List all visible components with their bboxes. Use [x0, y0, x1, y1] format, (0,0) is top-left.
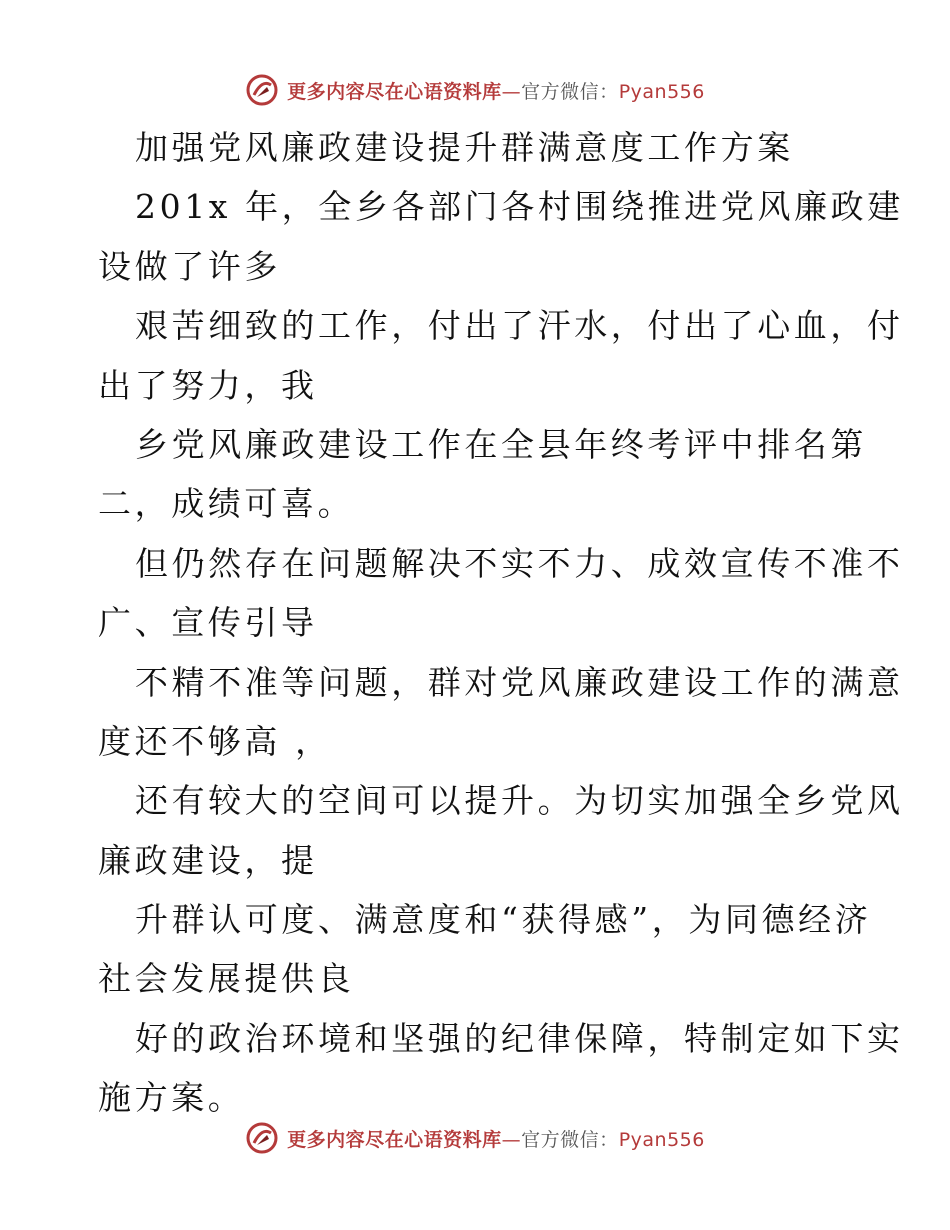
watermark-site-text: 更多内容尽在心语资料库 — [287, 1128, 502, 1151]
watermark-dash: — — [501, 80, 522, 103]
text-line: 乡党风廉政建设工作在全县年终考评中排名第 — [135, 424, 867, 464]
watermark-site-text: 更多内容尽在心语资料库 — [287, 80, 502, 103]
text-line: 不精不准等问题，群对党风廉政建设工作的满意 — [135, 662, 904, 702]
text-line: 廉政建设，提 — [98, 840, 318, 880]
watermark-wechat-id: Pyan556 — [618, 80, 705, 103]
watermark-wechat-label: 官方微信： — [521, 1128, 619, 1151]
text-line: 社会发展提供良 — [98, 959, 355, 999]
document-body — [98, 118, 904, 1128]
text-line: 施方案。 — [98, 1078, 245, 1118]
text-line: 设做了许多 — [98, 246, 281, 286]
brand-logo-icon — [245, 1121, 279, 1155]
document-title: 加强党风廉政建设提升群满意度工作方案 — [135, 128, 794, 167]
brand-logo-icon — [245, 73, 279, 107]
text-line: 二，成绩可喜。 — [98, 484, 355, 524]
watermark-banner-top — [0, 70, 950, 110]
text-line: 广、宣传引导 — [98, 603, 318, 643]
watermark-banner-bottom — [0, 1118, 950, 1158]
text-line: 出了努力，我 — [98, 365, 318, 405]
text-line: 好的政治环境和坚强的纪律保障，特制定如下实 — [135, 1018, 904, 1058]
watermark-wechat-label: 官方微信： — [521, 80, 619, 103]
text-line: 艰苦细致的工作，付出了汗水，付出了心血，付 — [135, 306, 904, 346]
watermark-wechat-id: Pyan556 — [618, 1128, 705, 1151]
text-line: 升群认可度、满意度和“获得感”，为同德经济 — [135, 900, 872, 940]
text-line: 但仍然存在问题解决不实不力、成效宣传不准不 — [135, 543, 904, 583]
text-line: 度还不够高 ， — [98, 721, 332, 761]
text-line: 还有较大的空间可以提升。为切实加强全乡党风 — [135, 781, 904, 821]
watermark-dash: — — [501, 1128, 522, 1151]
text-line: 201x 年，全乡各部门各村围绕推进党风廉政建 — [135, 187, 904, 227]
